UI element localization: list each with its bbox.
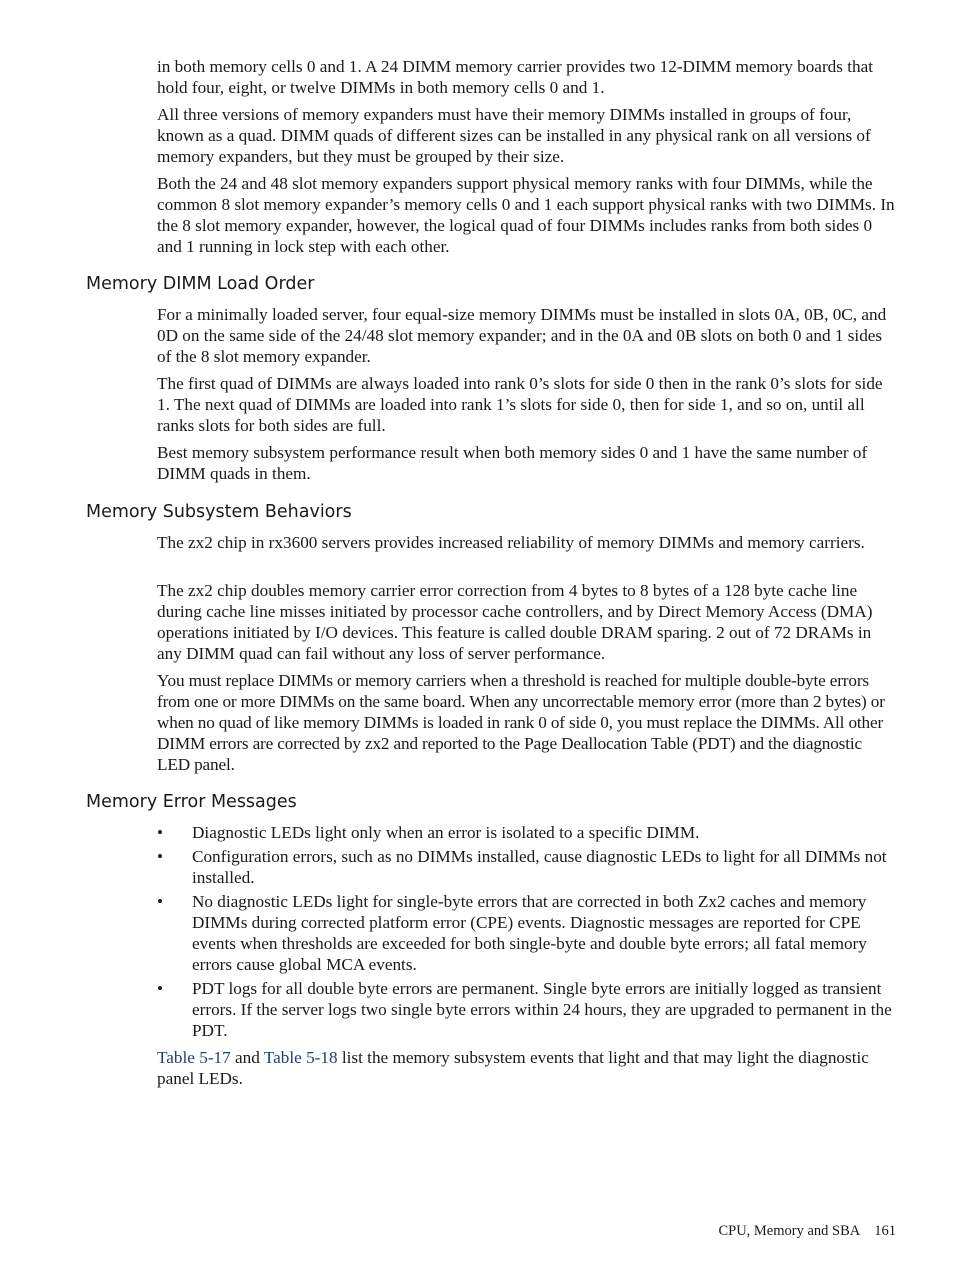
list-item-text: Diagnostic LEDs light only when an error is isolated to a specific DIMM. [192,823,700,842]
paragraph: The zx2 chip in rx3600 servers provides increased reliability of memory DIMMs and memory carriers. [157,533,865,552]
paragraph: Best memory subsystem performance result when both memory sides 0 and 1 have the same number of DIMM quads in them. [157,443,868,483]
bullet-icon: • [157,823,164,842]
list-item-text: PDT logs for all double byte errors are permanent. Single byte errors are initially logged as transient errors. If the server logs two single byte errors within 24 hours, they are upgraded to permanent in the PDT. [192,979,892,1040]
connector-text: and [230,1048,264,1067]
paragraph: in both memory cells 0 and 1. A 24 DIMM memory carrier provides two 12-DIMM memory boards that hold four, eight, or twelve DIMMs in both memory cells 0 and 1. [157,57,874,97]
paragraph: Both the 24 and 48 slot memory expanders support physical memory ranks with four DIMMs, while the common 8 slot memory expander’s memory cells 0 and 1 each support physical ranks with two DIMMs. In the 8 slot memory expander, however, the logical quad of four DIMMs includes ranks from both sides 0 and 1 running in lock step with each other. [157,174,895,256]
closing-paragraph [157,1047,899,1089]
list-item [157,891,899,975]
page-footer [718,1222,896,1240]
list-item [157,822,899,843]
page-number: 161 [874,1223,896,1239]
section-heading: Memory DIMM Load Order [86,274,315,294]
closing-text: list the memory subsystem events that light and that may light the diagnostic panel LEDs. [157,1048,869,1088]
list-item-text: No diagnostic LEDs light for single-byte errors that are corrected in both Zx2 caches and memory DIMMs during corrected platform error (CPE) events. Diagnostic messages are reported for CPE events when thresholds are exceeded for both single-byte and double byte errors; all fatal memory errors cause global MCA events. [192,892,867,974]
paragraph: The first quad of DIMMs are always loaded into rank 0’s slots for side 0 then in the rank 0’s slots for side 1. The next quad of DIMMs are loaded into rank 1’s slots for side 0, then for side 1, and so on, until all ranks slots for both sides are full. [157,374,883,435]
table-5-18-link[interactable]: Table 5-18 [263,1048,338,1067]
section-heading: Memory Subsystem Behaviors [86,502,352,522]
list-item [157,846,899,888]
paragraph: The zx2 chip doubles memory carrier error correction from 4 bytes to 8 bytes of a 128 byte cache line during cache line misses initiated by processor cache controllers, and by Direct Memory Access (DMA) operations initiated by I/O devices. This feature is called double DRAM sparing. 2 out of 72 DRAMs in any DIMM quad can fail without any loss of server performance. [157,581,873,663]
bullet-icon: • [157,892,164,911]
paragraph: For a minimally loaded server, four equal-size memory DIMMs must be installed in slots 0A, 0B, 0C, and 0D on the same side of the 24/48 slot memory expander; and in the 0A and 0B slots on both 0 and 1 sides of the 8 slot memory expander. [157,305,887,366]
bullet-icon: • [157,847,164,866]
bullet-icon: • [157,979,164,998]
paragraph: You must replace DIMMs or memory carriers when a threshold is reached for multiple double-byte errors from one or more DIMMs on the same board. When any uncorrectable memory error (more than 2 bytes) or when no quad of like memory DIMMs is loaded in rank 0 of side 0, you must replace the DIMMs. All other DIMM errors are corrected by zx2 and reported to the Page Deallocation Table (PDT) and the diagnostic LED panel. [157,671,885,774]
table-5-17-link[interactable]: Table 5-17 [157,1048,231,1067]
section-heading: Memory Error Messages [86,792,297,812]
list-item [157,978,899,1041]
paragraph: All three versions of memory expanders must have their memory DIMMs installed in groups of four, known as a quad. DIMM quads of different sizes can be installed in any physical rank on all versions of memory expanders, but they must be grouped by their size. [157,105,871,166]
list-item-text: Configuration errors, such as no DIMMs installed, cause diagnostic LEDs to light for all DIMMs not installed. [192,847,887,887]
footer-section-title: CPU, Memory and SBA [718,1223,861,1239]
